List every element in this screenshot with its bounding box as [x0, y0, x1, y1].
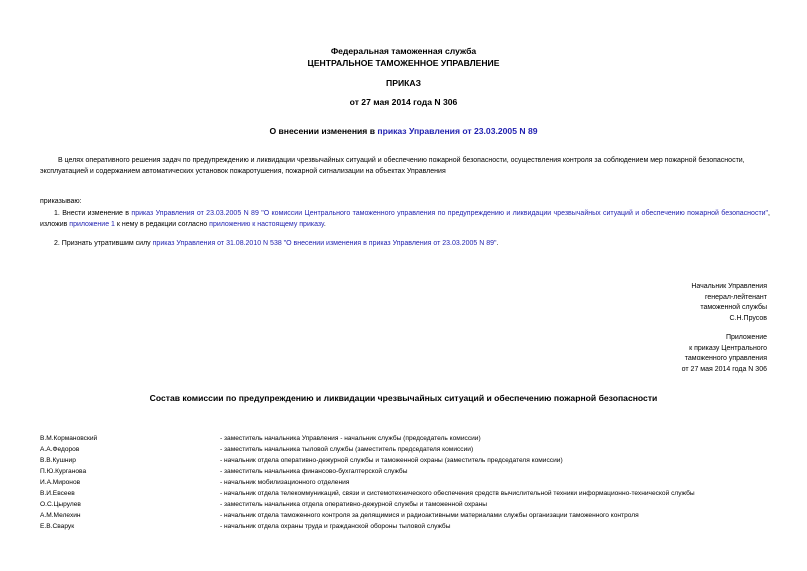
member-position: - начальник мобилизационного отделения — [220, 479, 350, 486]
member-name: О.С.Цырулев — [40, 501, 81, 508]
item2-order-link[interactable]: приказ Управления от 31.08.2010 N 538 "О внесении изменения в приказ Управления от 23.03.2005 N 89" — [152, 240, 497, 247]
document-title — [0, 126, 807, 136]
member-row — [40, 500, 770, 510]
document-title-prefix: О внесении изменения в — [269, 126, 378, 136]
item1-suffix: . — [323, 221, 326, 228]
signature-line-1: Начальник Управления — [691, 283, 767, 290]
member-row — [40, 511, 770, 521]
item1-order-link[interactable]: приказ Управления от 23.03.2005 N 89 "О комиссии Центрального таможенного управления по предупреждению и ликвидации чрезвычайных ситуаций и обеспечению пожарной безопасности" — [131, 210, 769, 217]
member-position: - начальник отдела таможенного контроля за делящимися и радиоактивными материалами службы организации таможенного контроля — [220, 512, 639, 519]
member-position: - заместитель начальника финансово-бухгалтерской службы — [220, 468, 408, 475]
item2-prefix: 2. Признать утратившим силу — [54, 240, 153, 247]
signature-line-3: таможенной службы — [700, 304, 767, 311]
member-name: А.А.Федоров — [40, 446, 80, 453]
member-position: - заместитель начальника Управления - начальник службы (председатель комиссии) — [220, 435, 481, 442]
member-row — [40, 456, 770, 466]
document-date-number: от 27 мая 2014 года N 306 — [349, 97, 458, 107]
department-name: ЦЕНТРАЛЬНОЕ ТАМОЖЕННОЕ УПРАВЛЕНИЕ — [307, 58, 500, 68]
appendix-line-3: таможенного управления — [684, 355, 767, 362]
member-row — [40, 434, 770, 444]
item1-middle: , изложив — [40, 210, 770, 228]
member-row — [40, 467, 770, 477]
member-name: П.Ю.Курганова — [40, 468, 87, 475]
order-item-1 — [40, 208, 770, 230]
item1-appendix-link[interactable]: приложение 1 — [69, 221, 115, 228]
order-word: приказываю: — [40, 198, 82, 205]
appendix-line-2: к приказу Центрального — [689, 344, 767, 352]
member-position: - начальник отдела охраны труда и гражданской обороны тыловой службы — [220, 523, 451, 530]
title-order-link[interactable]: приказ Управления от 23.03.2005 N 89 — [377, 126, 538, 136]
signature-line-2: генерал-лейтенант — [705, 293, 767, 301]
member-position: - заместитель начальника отдела оперативно-дежурной службы и таможенной охраны — [220, 501, 487, 508]
member-name: Е.В.Сварук — [40, 523, 75, 530]
order-item-2 — [40, 238, 770, 249]
member-row — [40, 522, 770, 532]
member-name: В.И.Евсеев — [40, 490, 75, 497]
item1-middle2: к нему в редакции согласно — [114, 221, 210, 228]
member-name: В.В.Кушнир — [40, 457, 76, 464]
agency-name: Федеральная таможенная служба — [330, 46, 477, 56]
preamble-text: В целях оперативного решения задач по предупреждению и ликвидации чрезвычайных ситуаций и обеспечению пожарной безопасности, осуществления контроля за соблюдением мер пожарной безопасности, эксплуатацией и содержанием автоматических установок пожаротушения, пожарной сигнализации на объектах Управления — [40, 157, 745, 175]
member-name: В.М.Кормановский — [40, 435, 98, 442]
member-position: - начальник отдела оперативно-дежурной службы и таможенной охраны (заместитель председателя комиссии) — [220, 457, 563, 464]
item1-attachment-link[interactable]: приложению к настоящему приказу — [209, 221, 324, 228]
member-name: И.А.Миронов — [40, 479, 81, 486]
signature-block — [691, 282, 767, 324]
member-row — [40, 445, 770, 455]
appendix-line-1: Приложение — [725, 334, 767, 341]
composition-title: Состав комиссии по предупреждению и ликвидации чрезвычайных ситуаций и обеспечению пожарной безопасности — [149, 393, 658, 403]
member-position: - заместитель начальника тыловой службы (заместитель председателя комиссии) — [220, 446, 474, 453]
member-row — [40, 478, 770, 488]
member-row — [40, 489, 770, 499]
member-name: А.М.Мелехин — [40, 512, 81, 519]
appendix-block — [682, 333, 767, 375]
item1-prefix: 1. Внести изменение в — [54, 210, 132, 217]
appendix-line-4: от 27 мая 2014 года N 306 — [681, 365, 767, 373]
member-position: - начальник отдела телекоммуникаций, связи и системотехнического обеспечения средств вычислительной техники информационно-технической службы — [220, 490, 695, 497]
signature-name: С.Н.Прусов — [729, 314, 767, 322]
item2-suffix: . — [496, 240, 499, 247]
document-type: ПРИКАЗ — [386, 78, 421, 88]
